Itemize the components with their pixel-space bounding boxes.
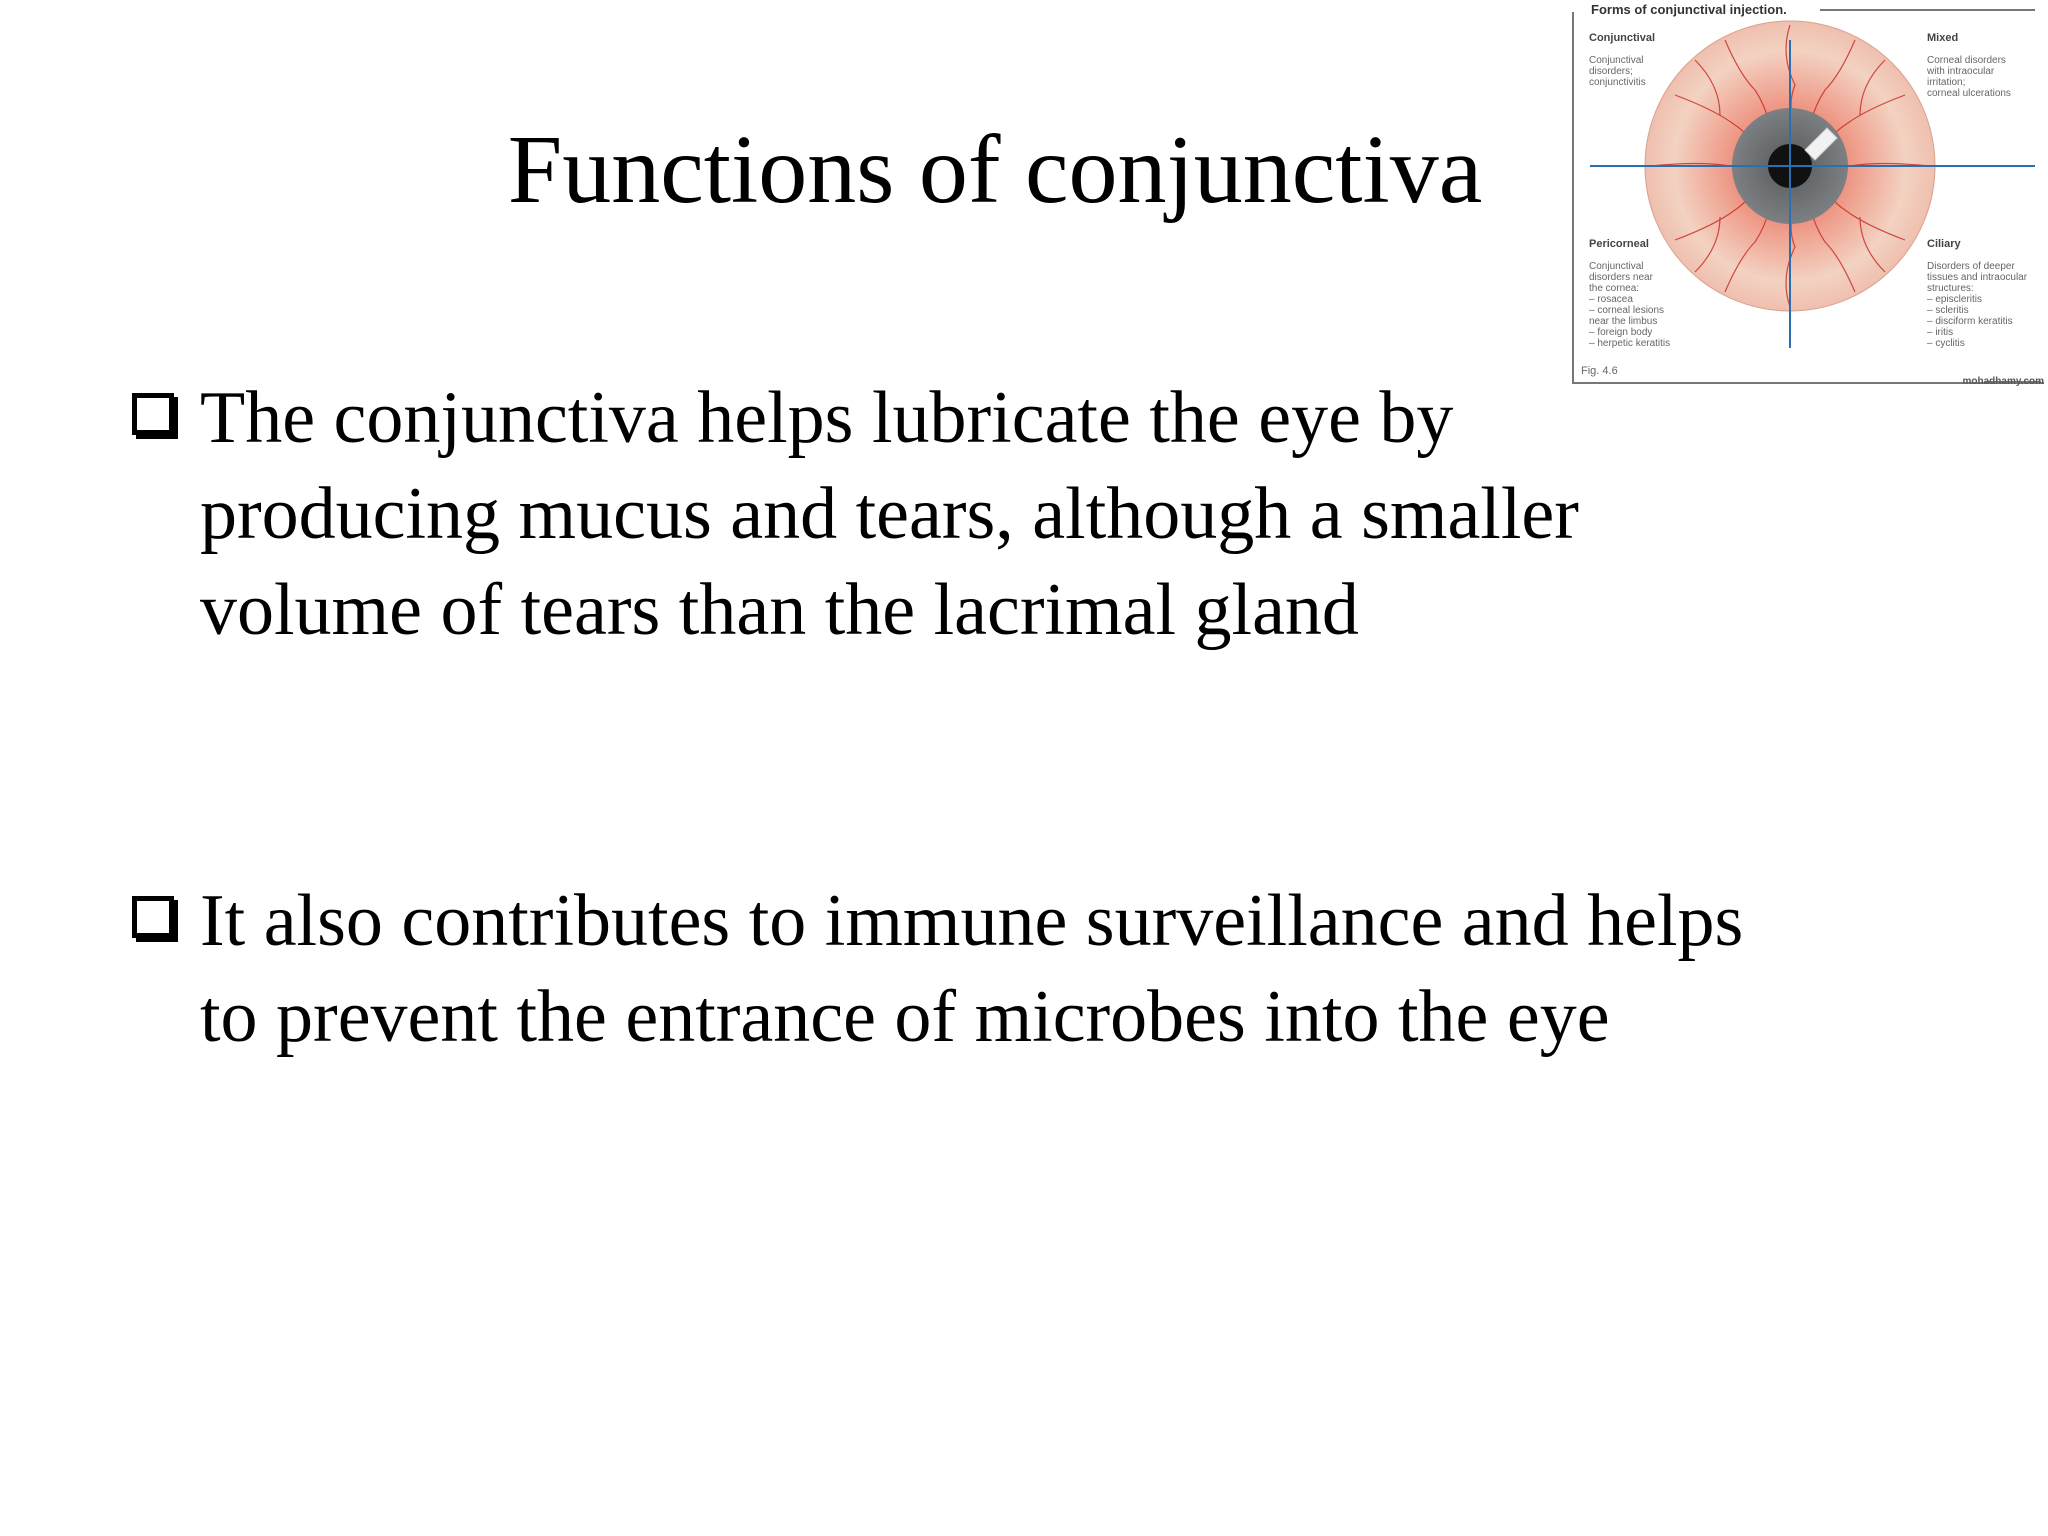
label-mixed: Mixed Corneal disorders with intraocular irritation; corneal ulcerations xyxy=(1927,32,2011,99)
figure-source: mohadhamy.com xyxy=(1962,376,2044,387)
bullet-line: producing mucus and tears, although a smaller xyxy=(200,473,1579,555)
conjunctival-injection-figure xyxy=(1565,0,2048,392)
figure-caption: Fig. 4.6 xyxy=(1581,365,1618,377)
bullet-line: It also contributes to immune surveillance and helps xyxy=(200,880,1744,962)
bullet-line: The conjunctiva helps lubricate the eye by xyxy=(200,377,1454,459)
label-pericorneal: Pericorneal Conjunctival disorders near the cornea: – rosacea – corneal lesions near the limbus – foreign body – herpetic keratitis xyxy=(1589,238,1671,349)
checkbox-bullet-icon xyxy=(132,896,174,938)
bullet-line: to prevent the entrance of microbes into the eye xyxy=(200,976,1610,1058)
checkbox-bullet-icon xyxy=(132,393,174,435)
figure-title: Forms of conjunctival injection. xyxy=(1587,2,1791,17)
label-ciliary: Ciliary Disorders of deeper tissues and intraocular structures: – episcleritis – scleritis – disciform keratitis – iritis – cyclitis xyxy=(1927,238,2028,349)
label-conjunctival: Conjunctival Conjunctival disorders; conjunctivitis xyxy=(1589,32,1656,88)
slide-title: Functions of conjunctiva xyxy=(507,116,1483,224)
bullet-line: volume of tears than the lacrimal gland xyxy=(200,569,1359,651)
